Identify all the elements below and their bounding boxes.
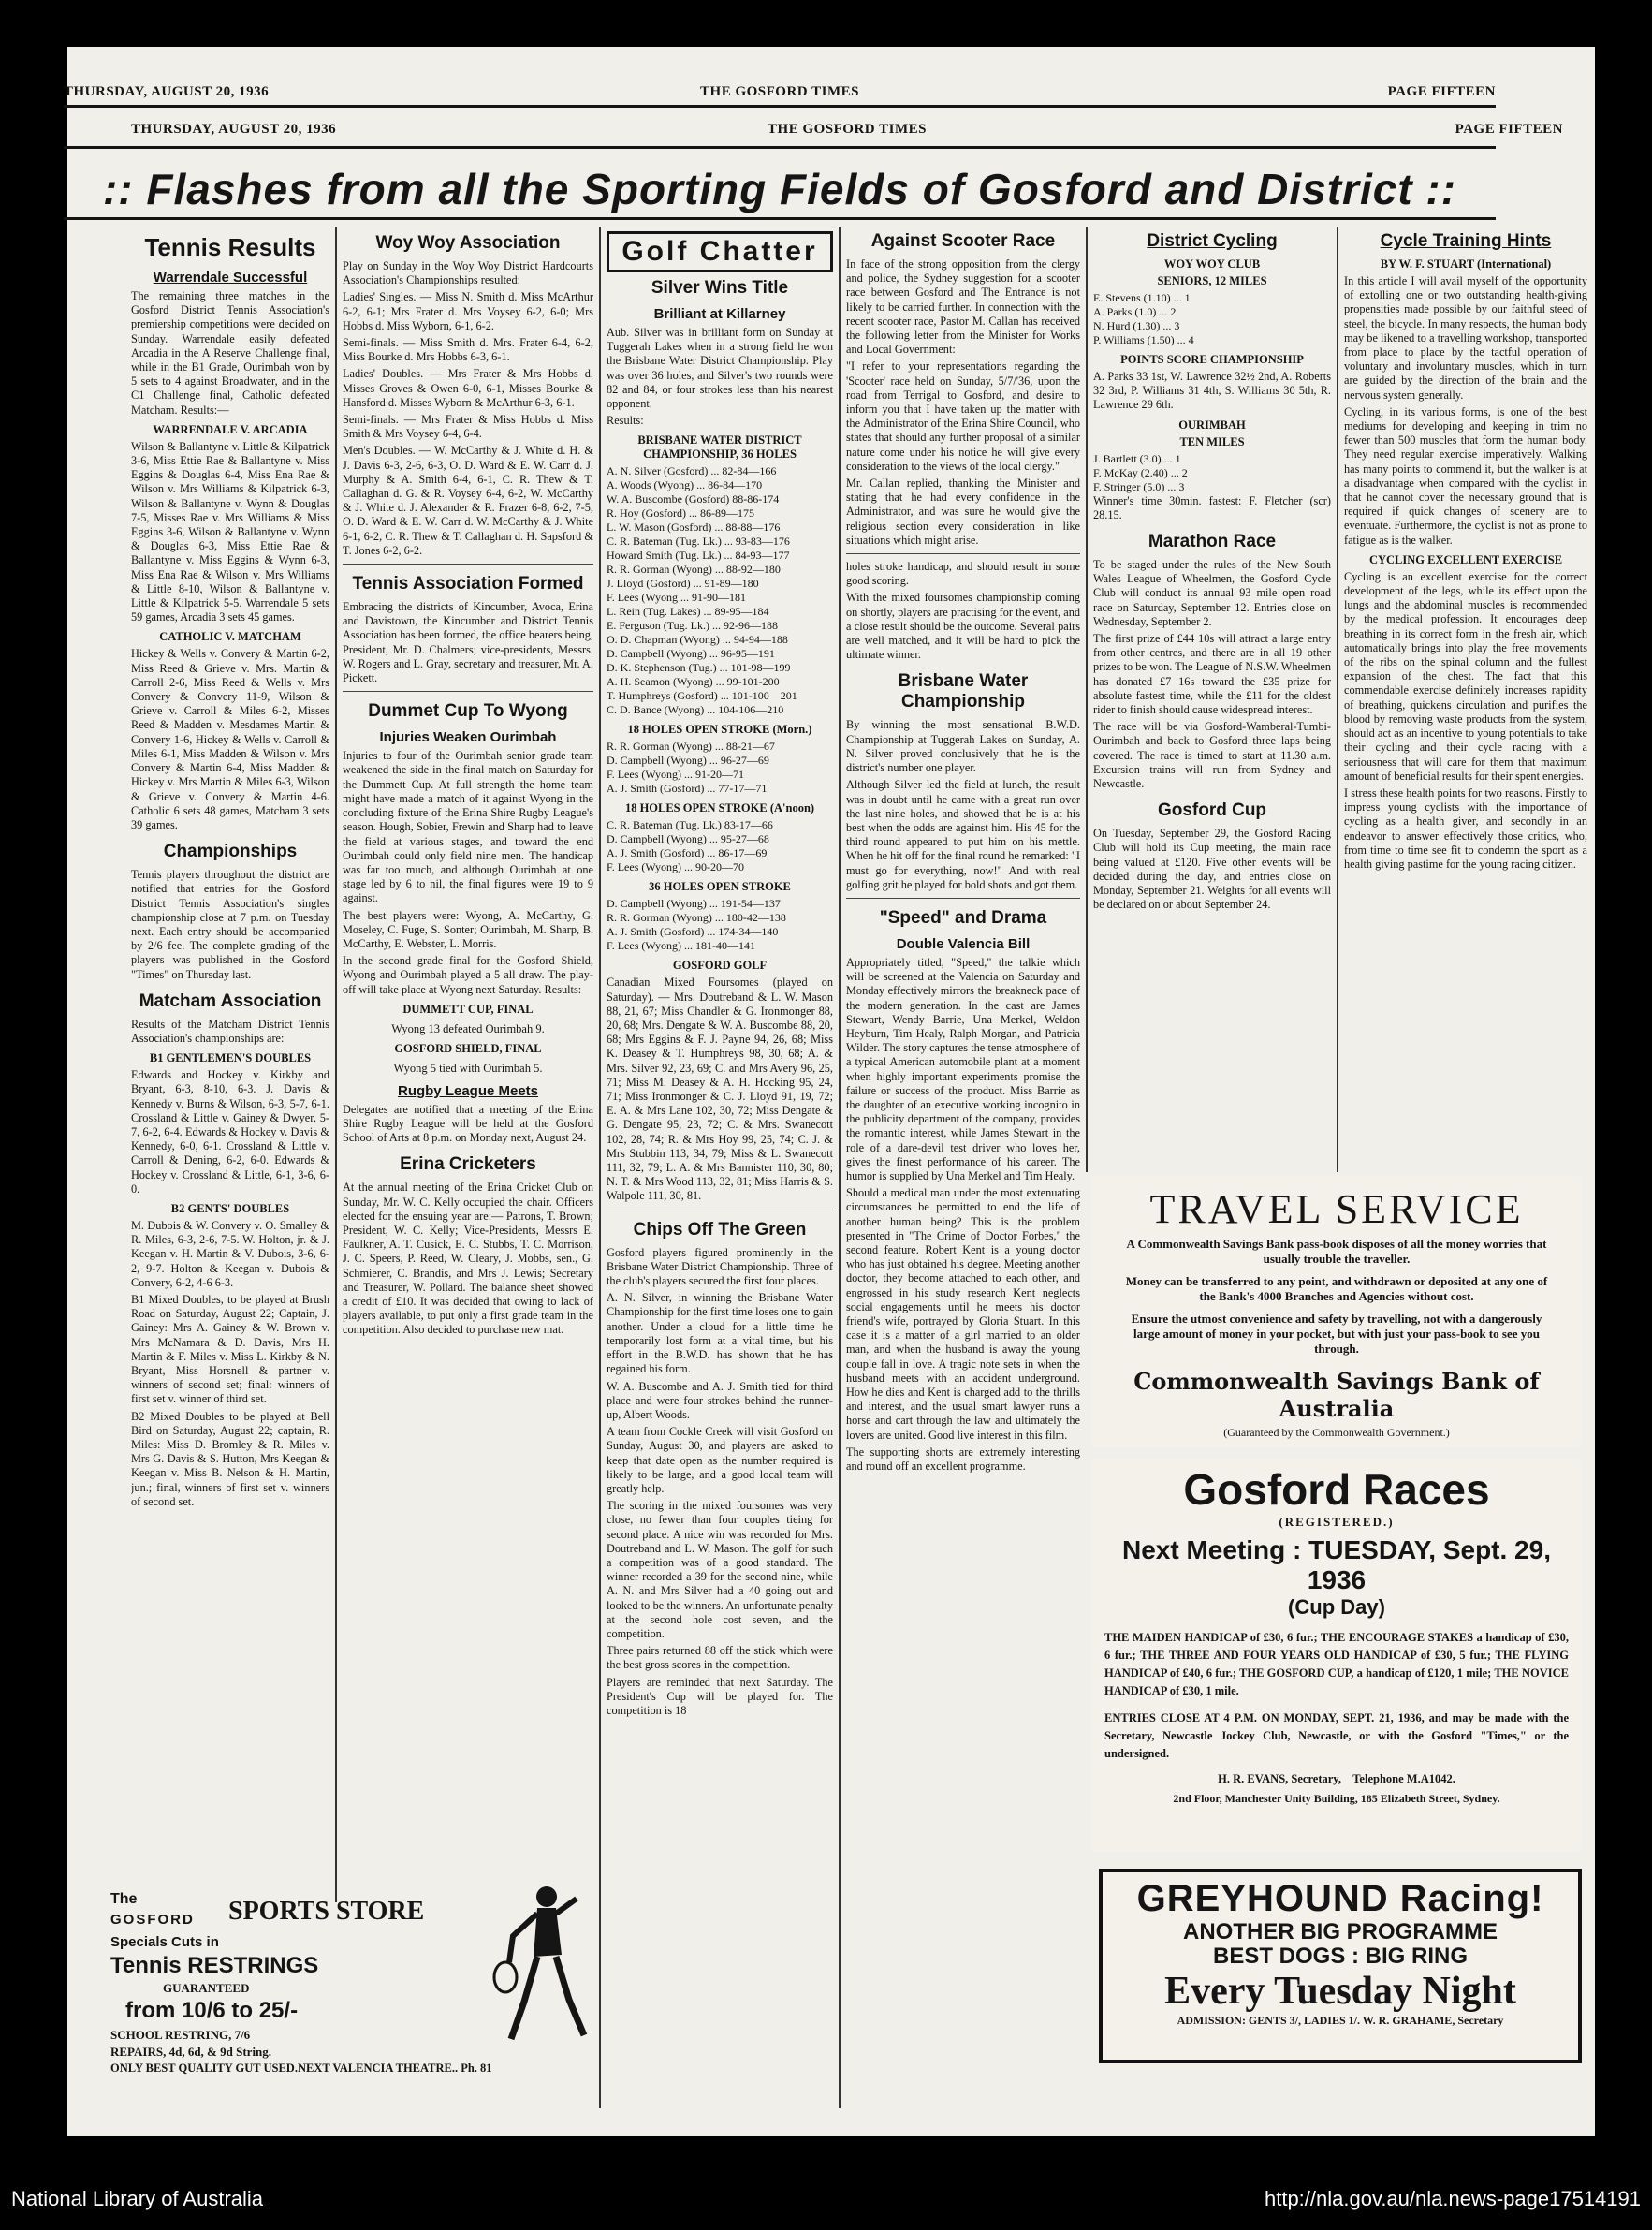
store-line: GUARANTEED: [163, 1981, 250, 1995]
result-line: A. N. Silver (Gosford) ... 82-84—166: [607, 464, 777, 478]
page-number: PAGE FIFTEEN: [1455, 122, 1563, 137]
result-line: O. D. Chapman (Wyong) ... 94-94—188: [607, 633, 788, 647]
match-heading: WARRENDALE V. ARCADIA: [153, 422, 308, 436]
article-text: Ladies' Doubles. — Mrs Frater & Mrs Hobbs d. Misses Groves & Owen 6-0, 6-1, Misses Bourke & Hansford d. Misses Wyborn & McArthur 6-3, 6-1.: [343, 367, 593, 409]
issue-date: THURSDAY, AUGUST 20, 1936: [64, 84, 270, 99]
result-heading: DUMMETT CUP, FINAL: [402, 1002, 534, 1016]
results-heading: 18 HOLES OPEN STROKE (Morn.): [627, 723, 812, 737]
article-text: Embracing the districts of Kincumber, Avoca, Erina and Davistown, the Kincumber and District Tennis Association has been formed, the office bearers being, President, Mr. D. Chalmers; vice-presidents, Messrs. W. Rogers and L. Gray, secretary and treasurer, Mr. A. Pickett.: [343, 600, 593, 685]
result-line: E. Ferguson (Tug. Lk.) ... 92-96—188: [607, 619, 779, 633]
subhead-valencia: Double Valencia Bill: [896, 935, 1031, 952]
bank-guarantee: (Guaranteed by the Commonwealth Government.): [1223, 1426, 1450, 1439]
article-text: Hickey & Wells v. Convery & Martin 6-2, Miss Reed & Grieve v. Mrs. Martin & Carroll 2-6, Miss Reed & Wells v. Mrs Convery & Convery 11-9, Wilson & Grieve v. Carroll & Miles 6-2, Misses Reed & Madden v. Mesdames Martin & Convery 1-6, Hickey & Wells v. Carroll & Miles 6-1, Miss Madden & Wilson v. Mrs Convery & Martin 6-4, Miss Madden & Hickey v. Mrs Martin & Miles 6-3, Wilson & Grieve v. Convery & Martin 4-6. Catholic 6 sets 48 games, Matcham 3 sets 39 games.: [131, 647, 329, 831]
result-line: P. Williams (1.50) ... 4: [1093, 333, 1194, 346]
article-text: Should a medical man under the most extenuating circumstances be permitted to end the life of another human being? This is the problem presented in "The Crime of Doctor Forbes," the second feature. Robert Kent is a young doctor who has just obtained his degree. Meeting another doctor, they become attached to each other, and engrossed in his study research Kent neglects social engagements until he meets his doctor friend's wife, portrayed by Gloria Stuart. In this case it is a matter of a girl married to an older man, and when the husband is away the young couple fall in love. A tragic note sets in when the husband meets with an accident underground. How he dies and Kent is charged add to the thrills and interest, and the usual smart lawyer runs a horse and cart through the law and ultimately the lovers are united. Good live interest in this film.: [846, 1186, 1080, 1442]
article-text: Semi-finals. — Mrs Frater & Miss Hobbs d. Miss Smith & Mrs Voysey 6-4, 6-4.: [343, 413, 593, 441]
article-text: Mr. Callan replied, thanking the Minister and stating that he had every confidence in the Administrator, and was sure he would give the religious section every consideration in like situations which might arise.: [846, 477, 1080, 547]
result-line: R. R. Gorman (Wyong) ... 88-92—180: [607, 563, 781, 577]
result-line: A. H. Seamon (Wyong) ... 99-101-200: [607, 675, 780, 689]
article-text: By winning the most sensational B.W.D. Championship at Tuggerah Lakes on Sunday, A. N. Silver proved conclusively that he is the district's number one player.: [846, 718, 1080, 775]
headline-speed-drama: "Speed" and Drama: [879, 907, 1047, 928]
store-line: ONLY BEST QUALITY GUT USED.NEXT VALENCIA THEATRE.. Ph. 81: [110, 2061, 492, 2075]
store-gosford: GOSFORD: [110, 1912, 195, 1928]
races-secretary: H. R. EVANS, Secretary, Telephone M.A1042.: [1218, 1772, 1455, 1785]
article-text: Delegates are notified that a meeting of the Erina Shire Rugby League will be held at the Gosford School of Arts at 8 p.m. on Monday next, August 24.: [343, 1102, 593, 1145]
column-woy-woy: [343, 229, 593, 1898]
column-rule: [839, 227, 841, 2108]
article-text: A. N. Silver, in winning the Brisbane Water Championship for the first time loses one to gain another. Under a cloud for a little time he temporarily lost form at a vital time, but his effort in the B.W.D. has shown that he has regained his form.: [607, 1291, 833, 1376]
article-text: The remaining three matches in the Gosford District Tennis Association's premiership competitions were decided on Sunday. Warrendale easily defeated Arcadia in the A Reserve Challenge final, while in the B1 Grade, Ourimbah won by 5 sets to 4 against Broadwater, and in the C1 Challenge final, Catholic defeated Matcham. Results:—: [131, 289, 329, 417]
gosford-races-ad: [1091, 1459, 1582, 1852]
headline-brisbane-water: Brisbane Water Championship: [898, 671, 1029, 712]
result-line: N. Hurd (1.30) ... 3: [1093, 319, 1180, 332]
subhead-silver: Silver Wins Title: [651, 278, 789, 298]
banner-rule: [64, 217, 1496, 220]
races-title: Gosford Races: [1183, 1465, 1490, 1514]
article-text: To be staged under the rules of the New South Wales League of Wheelmen, the Gosford Cycle Club will conduct its annual 93 mile open road race on Saturday, September 12. Entries close on Wednesday, September 2.: [1093, 558, 1331, 628]
result-line: D. Campbell (Wyong) ... 95-27—68: [607, 832, 769, 846]
result-line: A. J. Smith (Gosford) ... 77-17—71: [607, 782, 768, 796]
article-text: A. Parks 33 1st, W. Lawrence 32½ 2nd, A. Roberts 32 3rd, P. Williams 31 4th, S. Williams 30 5th, R. Lawrence 29 6th.: [1093, 370, 1331, 412]
column-scooter: [846, 229, 1080, 2193]
result-line: E. Stevens (1.10) ... 1: [1093, 291, 1191, 304]
headline-district-cycling: District Cycling: [1147, 231, 1278, 251]
footer-library: National Library of Australia: [11, 2187, 264, 2210]
result-line: R. R. Gorman (Wyong) ... 88-21—67: [607, 740, 775, 754]
headline-tennis-association: Tennis Association Formed: [352, 574, 584, 594]
article-text: Although Silver led the field at lunch, the result was in doubt until he came with a great run over the last nine holes, and showed that he is at his best when the odds are against him. His 45 for the third round appeared to put him on his mettle. When he hit off for the final round he remarked: "I must go for everything, now!" And with real golfing grit he played for bold shots and got them.: [846, 778, 1080, 891]
results-heading: TEN MILES: [1179, 434, 1245, 448]
article-text: Semi-finals. — Miss Smith d. Mrs. Frater 6-4, 6-2, Miss Bourke d. Mrs Hobbs 6-3, 6-1.: [343, 336, 593, 364]
result-line: F. Stringer (5.0) ... 3: [1093, 479, 1185, 493]
article-text: Gosford players figured prominently in the Brisbane Water District Championship. Three of the club's players secured the first four places.: [607, 1245, 833, 1288]
article-text: In face of the strong opposition from the clergy and police, the Sydney suggestion for a scooter race between Gosford and The Entrance is not likely to be carried further. In connection with the recent scooter race, Pastor M. Callan has received the following letter from the Minister for Works and Local Government:: [846, 257, 1080, 357]
ad-text: Money can be transferred to any point, and withdrawn or deposited at any one of the Bank's 4000 Branches and Agencies without cost.: [1125, 1274, 1548, 1303]
section-heading: CYCLING EXCELLENT EXERCISE: [1368, 552, 1563, 566]
column-rule: [1337, 227, 1338, 1172]
article-text: W. A. Buscombe and A. J. Smith tied for third place and were four strokes behind the runner-up, Albert Woods.: [607, 1379, 833, 1421]
result-line: C. D. Bance (Wyong) ... 104-106—210: [607, 703, 784, 717]
sports-store-ad: [107, 1880, 597, 2076]
divider: [343, 691, 593, 692]
headline-championships: Championships: [163, 842, 298, 862]
headline-dummet-cup: Dummet Cup To Wyong: [368, 701, 568, 722]
result-line: L. W. Mason (Gosford) ... 88-88—176: [607, 521, 781, 535]
result-line: W. A. Buscombe (Gosford) 88-86-174: [607, 492, 780, 506]
headline-erina-cricketers: Erina Cricketers: [400, 1154, 536, 1175]
article-text: The race will be via Gosford-Wamberal-Tumbi-Ourimbah and back to Gosford three laps being covered. The race is timed to start at 11.30 a.m. Excursion trains will run from Sydney and Newcastle.: [1093, 720, 1331, 791]
article-text: Cycling is an excellent exercise for the correct development of the legs, while its effect upon the lungs and the abdominal muscles is recommended by the medical profession. It encourages deep breathing in its correct form in the fresh air, which automatically brings into play the free movements of the ribs on the spinal column and the fullest expansion of the chest. The fact that this commendable exercise definitely increases rapidity of breathing, quickens circulation and purifies the blood by removing waste products from the system, should act as an incentive to young potentials to take their cycling and their cycle racing with a seriousness that will care for them that maximum amount of beneficial results for their spent energies.: [1344, 569, 1587, 783]
column-golf: [607, 229, 833, 2193]
greyhound-admission: ADMISSION: GENTS 3/, LADIES 1/. W. R. GRAHAME, Secretary: [1177, 2014, 1504, 2027]
top-rule: [64, 146, 1496, 149]
result-line: R. R. Gorman (Wyong) ... 180-42—138: [607, 911, 786, 925]
article-text: Appropriately titled, "Speed," the talkie which will be screened at the Valencia on Saturday and Monday effectively mirrors the breakneck pace of the modern generation. In the cast are James Stewart, Wendy Barrie, Una Merkel, Weldon Heyburn, Tim Healy, Ralph Morgan, and Patricia Wilder. The story captures the tense atmosphere of a typical American automobile plant at a moment when highly important experiments promise the failure or success of the product. Miss Barrie as the daughter of an executive working incognito in the publicity department of the company, provides the romantic interest, while James Stewart in the role of a dare-devil test driver who loves her, gives the finest performance of his career. The humor is supplied by Una Merkel and Tim Healy.: [846, 955, 1080, 1182]
newspaper-title: THE GOSFORD TIMES: [768, 122, 927, 137]
result-line: D. Campbell (Wyong) ... 191-54—137: [607, 897, 781, 911]
races-registered: (REGISTERED.): [1279, 1515, 1395, 1529]
results-heading: SENIORS, 12 MILES: [1157, 274, 1267, 287]
article-text: On Tuesday, September 29, the Gosford Racing Club will hold its Cup meeting, the main race being valued at £120. Five other events will be decided during the day, and entries close on Monday, September 21. Weights for all events will be declared on or about September 24.: [1093, 827, 1331, 912]
page-number: PAGE FIFTEEN: [1387, 84, 1496, 99]
result-line: L. Rein (Tug. Lakes) ... 89-95—184: [607, 605, 769, 619]
article-text: With the mixed foursomes championship coming on shortly, players are practising for the event, and a close result should be the outcome. Several pairs are well matched, and it will be hard to pick the ultimate winner.: [846, 591, 1080, 662]
page-banner: :: Flashes from all the Sporting Fields of Gosford and District ::: [102, 165, 1457, 213]
column-cycling: [1093, 229, 1331, 1167]
result-line: D. K. Stephenson (Tug.) ... 101-98—199: [607, 661, 791, 675]
results-heading: GOSFORD GOLF: [672, 959, 768, 973]
store-line: REPAIRS, 4d, 6d, & 9d String.: [110, 2045, 272, 2059]
section-heading: B1 GENTLEMEN'S DOUBLES: [149, 1051, 312, 1065]
divider: [343, 564, 593, 565]
article-text: In the second grade final for the Gosford Shield, Wyong and Ourimbah played a 5 all draw. The play-off will take place at Wyong next Saturday. Results:: [343, 954, 593, 996]
results-heading: POINTS SCORE CHAMPIONSHIP: [1120, 353, 1304, 366]
column-tennis: [131, 229, 329, 1898]
races-cup-day: (Cup Day): [1288, 1595, 1385, 1619]
tennis-player-illustration: [490, 1880, 593, 2048]
result-line: R. Hoy (Gosford) ... 86-89—175: [607, 506, 754, 521]
races-address: 2nd Floor, Manchester Unity Building, 185 Elizabeth Street, Sydney.: [1173, 1792, 1500, 1805]
headline-cycle-training: Cycle Training Hints: [1380, 231, 1552, 251]
article-text: Winner's time 30min. fastest: F. Fletcher (scr) 28.15.: [1093, 493, 1331, 521]
headline-gosford-cup: Gosford Cup: [1157, 800, 1267, 821]
races-events: THE MAIDEN HANDICAP of £30, 6 fur.; THE ENCOURAGE STAKES a handicap of £30, 6 fur.; THE THREE AND FOUR YEARS OLD HANDICAP of £30, 5 fur.; THE FLYING HANDICAP of £40, 6 fur.; THE GOSFORD CUP, a handicap of £120, 1 mile; THE NOVICE HANDICAP of £30, 1 mile.: [1104, 1631, 1569, 1697]
article-text: B1 Mixed Doubles, to be played at Brush Road on Saturday, August 22; Captain, J. Gainey: Mrs A. Gainey & W. Brown v. Mrs McNamara & D. Davis, Mrs H. Martin & F. Miles v. Miss L. Kirkby & N. Bryant, Miss Horsnell & partner v. winners of second set; final: winners of first set v. winner of third set.: [131, 1292, 329, 1406]
article-text: Edwards and Hockey v. Kirkby and Bryant, 6-3, 8-10, 6-3. J. Davis & Kennedy v. Burns & Wilson, 6-3, 5-7, 6-1. Crossland & Little v. Gainey & Dwyer, 5-7, 6-2, 6-4. Edwards & Hockey v. Davis & Kennedy, 6-0, 6-1. Crossland & Little v. Carroll & Dening, 6-2, 6-0. Edwards & Hockey v. Crossland & Little, 6-1, 3-6, 6-0.: [131, 1068, 329, 1196]
store-line: Specials Cuts in: [110, 1934, 219, 1950]
article-text: holes stroke handicap, and should result in some good scoring.: [846, 560, 1080, 588]
column-rule: [335, 227, 337, 1902]
divider: [846, 898, 1080, 899]
result-line: F. Lees (Wyong) ... 91-20—71: [607, 768, 744, 782]
results-heading: BRISBANE WATER DISTRICT CHAMPIONSHIP, 36 HOLES: [637, 433, 802, 462]
newspaper-title: THE GOSFORD TIMES: [700, 84, 859, 99]
result-heading: GOSFORD SHIELD, FINAL: [394, 1041, 542, 1055]
match-heading: CATHOLIC V. MATCHAM: [159, 630, 301, 644]
byline: BY W. F. STUART (International): [1380, 257, 1552, 271]
article-text: M. Dubois & W. Convery v. O. Smalley & R. Miles, 6-3, 2-6, 7-5. W. Holton, jr. & J. Keegan v. H. Martin & V. Dubois, 3-6, 6-2, 9-7. Holton & Keegan v. Dubois & Convery, 6-2, 4-6 6-3.: [131, 1218, 329, 1289]
result-line: C. R. Bateman (Tug. Lk.) ... 93-83—176: [607, 535, 790, 549]
races-next-meeting: Next Meeting : TUESDAY, Sept. 29, 1936: [1122, 1535, 1551, 1594]
article-text: Results:: [607, 414, 644, 428]
result-line: F. McKay (2.40) ... 2: [1093, 465, 1188, 479]
result-line: A. J. Smith (Gosford) ... 86-17—69: [607, 846, 768, 860]
headline-matcham: Matcham Association: [139, 990, 322, 1011]
subhead-killarney: Brilliant at Killarney: [653, 306, 786, 322]
result-line: J. Bartlett (3.0) ... 1: [1093, 451, 1181, 465]
store-name: SPORTS STORE: [228, 1897, 425, 1926]
headline-rugby-league: Rugby League Meets: [397, 1082, 539, 1099]
headline-tennis-results: Tennis Results: [144, 233, 316, 261]
ad-text: Ensure the utmost convenience and safety by travelling, not with a dangerously large amount of money in your pocket, but with just your pass-book to see you through.: [1131, 1312, 1542, 1356]
article-text: Canadian Mixed Foursomes (played on Saturday). — Mrs. Doutreband & L. W. Mason 88, 21, 67; Miss Chandler & G. Ironmonger 88, 20, 68; Mrs. Dengate & W. A. Buscombe 88, 20, 68; Mrs Eggins & F. J. Payne 94, 26, 68; Miss K. Deasey & T. Humphreys 98, 30, 68; A. & Mrs. Silver 92, 23, 69; C. and Mrs Avery 96, 25, 71; Miss M. Deasey & A. H. Hocking 95, 24, 71; Miss Ironmonger & C. J. Lloyd 91, 19, 72; E. A. & Mrs Lane 102, 30, 72; Miss Dengate & G. Dengate 95, 23, 72; C. & Mrs. Swanecott 102, 28, 74; R. & Mrs Hoy 99, 25, 74; C. J. & Mrs Stubbin 113, 34, 79; Miss & L. Swanecott 111, 32, 79; L. A. & Mrs Bannister 110, 30, 80; N. T. & Mrs Wood 113, 32, 81; Miss Harris & S. Walpole 111, 30, 81.: [607, 976, 833, 1203]
article-text: Results of the Matcham District Tennis Association's championships are:: [131, 1017, 329, 1045]
store-price: from 10/6 to 25/-: [125, 1998, 299, 2023]
travel-service-ad: [1091, 1176, 1582, 1447]
section-heading: B2 GENTS' DOUBLES: [170, 1201, 290, 1215]
article-text: Ladies' Singles. — Miss N. Smith d. Miss McArthur 6-2, 6-1; Mrs Frater d. Mrs Voysey 6-2, 6-0; Mrs Hobbs d. Miss Wyborn, 6-1, 6-2.: [343, 290, 593, 332]
result-line: F. Lees (Wyong) ... 181-40—141: [607, 939, 755, 953]
article-text: Tennis players throughout the district are notified that entries for the Gosford District Tennis Association's singles championship close at 7 p.m. on Tuesday next. Each entry should be accompanied by 2/6 fee. The complete grading of the players was published in the Gosford "Times" on Thursday last.: [131, 868, 329, 981]
result-line: J. Lloyd (Gosford) ... 91-89—180: [607, 577, 759, 591]
results-heading: 18 HOLES OPEN STROKE (A'noon): [624, 801, 815, 815]
store-line: Tennis RESTRINGS: [110, 1953, 319, 1978]
headline-marathon: Marathon Race: [1148, 532, 1277, 552]
article-text: At the annual meeting of the Erina Cricket Club on Sunday, Mr. W. C. Kelly occupied the chair. Officers elected for the ensuing year are:— Patrons, T. Brown; President, W. C. Kelly; Vice-Presidents, Messrs E. Faulkner, A. T. Cusick, E. C. Stubbs, T. C. Morrison, J. C. Speers, P. Reed, W. Cleary, J. Mobbs, sen., G. Schmierer, C. Brandis, and Mrs J. Lewis; Secretary and Treasurer, W. Pollard. The balance sheet showed a credit of £10. It was decided that owing to lack of players available, to put only a first grade team in the competition. Also decided to purchase new mat.: [343, 1181, 593, 1337]
footer-url: http://nla.gov.au/nla.news-page17514191: [1264, 2187, 1641, 2210]
result-line: A. Parks (1.0) ... 2: [1093, 305, 1177, 318]
result-line: T. Humphreys (Gosford) ... 101-100—201: [607, 689, 797, 703]
article-text: B2 Mixed Doubles to be played at Bell Bird on Saturday, August 22; captain, R. Miles: Miss D. Bromley & R. Miles v. Mrs G. Davis & S. Hutton, Mrs Keegan & Keegan v. Miss B. Nelson & H. Martin, jun.; final, winners of first set v. winners of second set.: [131, 1409, 329, 1508]
article-text: Injuries to four of the Ourimbah senior grade team weakened the side in the final match on Saturday for the Dummett Cup. At full strength the home team might have made a match of it against Wyong in the concluding fixture of the Erina Shire Rugby League's season. Hough, Sobier, Frewin and Sharp had to leave the field at various stages, and toward the end Ourimbah could only field nine men. The handicap was far too much, and although Ourimbah at one stage led by 6 to nil, the final figures were 19 to 9 against.: [343, 749, 593, 905]
result-line: D. Campbell (Wyong) ... 96-27—69: [607, 754, 769, 768]
greyhound-line: ANOTHER BIG PROGRAMME: [1183, 1919, 1498, 1944]
subhead-injuries: Injuries Weaken Ourimbah: [379, 729, 557, 746]
result-line: F. Lees (Wyong) ... 90-20—70: [607, 860, 744, 874]
results-heading: OURIMBAH: [1178, 418, 1246, 432]
races-entries: ENTRIES CLOSE AT 4 P.M. ON MONDAY, SEPT. 21, 1936, and may be made with the Secretary, Newcastle Jockey Club, Newcastle, or with the Gosford "Times," or the undersigned.: [1104, 1711, 1569, 1760]
article-text: Wilson & Ballantyne v. Little & Kilpatrick 3-6, Miss Ettie Rae & Ballantyne v. Miss Eggins & Douglas 6-4, Miss Ena Rae & Wilson v. Mrs Williams & Kilpatrick 6-3, Wilson & Ballantyne v. Wynn & Douglas 7-5, Misses Rae v. Mrs Williams & Miss Eggins 3-6, Wilson & Ballantyne v. Wynn & Douglas 6-3, Miss Ettie Rae & Ballantyne v. Miss Eggins & Wynn 6-3, Miss Ena Rae & Wilson v. Mrs Williams & Little 8-10, Wilson & Ballantyne v. Little & Kilpatrick 5-5. Warrendale 5 sets 59 games, Arcadia 3 sets 45 games.: [131, 439, 329, 624]
result-line: A. Woods (Wyong) ... 86-84—170: [607, 478, 763, 492]
column-rule: [1086, 227, 1088, 1172]
article-text: Players are reminded that next Saturday. The President's Cup will be played for. The competition is 18: [607, 1675, 833, 1717]
article-text: The best players were: Wyong, A. McCarthy, G. Moseley, C. Fuge, S. Sonter; Ourimbah, M. Sharp, B. McCarthy, E. Webster, L. Morris.: [343, 908, 593, 950]
greyhound-ad: [1099, 1869, 1582, 2063]
result-line: Howard Smith (Tug. Lk.) ... 84-93—177: [607, 549, 790, 563]
result-line: C. R. Bateman (Tug. Lk.) 83-17—66: [607, 818, 773, 832]
article-text: Play on Sunday in the Woy Woy District Hardcourts Association's Championships resulted:: [343, 259, 593, 287]
masthead-line: [64, 84, 1496, 105]
result-line: F. Lees (Wyong ... 91-90—181: [607, 591, 746, 605]
store-the: The: [110, 1891, 138, 1907]
bank-name: Commonwealth Savings Bank of Australia: [1133, 1368, 1540, 1422]
headline-scooter: Against Scooter Race: [870, 231, 1056, 251]
masthead-rule: [64, 105, 1496, 108]
greyhound-line: BEST DOGS : BIG RING: [1212, 1944, 1468, 1969]
article-text: Aub. Silver was in brilliant form on Sunday at Tuggerah Lakes when in a strong field he won the Brisbane Water District Championship. Play was over 36 holes, and Silver's two rounds were 82 and 84, or four strokes less than his nearest opponent.: [607, 326, 833, 411]
results-heading: 36 HOLES OPEN STROKE: [649, 880, 791, 894]
article-text: Cycling, in its various forms, is one of the best mediums for developing and keeping in trim no fewer than 500 muscles that form the human body. They need regular exercise imperatively. Walking has many points to commend it, but the walker is at a disadvantage when compared with the cyclist in that he cannot cover the necessary ground that is required if quick changes of scenery are to eventuate. Furthermore, the cyclist is not as prone to fatigue as is the walker.: [1344, 404, 1587, 547]
headline-golf-chatter: Golf Chatter: [607, 231, 833, 272]
article-text: A team from Cockle Creek will visit Gosford on Sunday, August 30, and players are asked to keep that date open as the number required is likely to be large, and a good local team will greatly help.: [607, 1425, 833, 1495]
masthead: [131, 122, 1563, 142]
results-heading: WOY WOY CLUB: [1163, 257, 1261, 271]
article-text: Three pairs returned 88 off the stick which were the best gross scores in the competition.: [607, 1644, 833, 1672]
headline-woy-woy: Woy Woy Association: [375, 233, 561, 253]
article-text: In this article I will avail myself of the opportunity of extolling one or two outstanding health-giving propensities made possible by our faithful steed of steel, the bicycle. In many respects, the human body may be likened to a travelling workshop, transported from place to place by the tactful operation of voluntary and involuntary muscles, which in turn are guided by the direction of the brain and the nervous system generally.: [1344, 274, 1587, 402]
greyhound-title: GREYHOUND Racing!: [1136, 1878, 1544, 1919]
store-line: SCHOOL RESTRING, 7/6: [110, 2028, 251, 2042]
issue-date: THURSDAY, AUGUST 20, 1936: [131, 122, 337, 137]
article-text: The first prize of £44 10s will attract a large entry from other centres, and there are in all 19 other prizes to be won. The League of N.S.W. Wheelmen has donated £7 16s toward the £35 prize for absolute fastest time, while the £11 for the oldest rider to finish should cause widespread interest.: [1093, 632, 1331, 717]
result-line: Wyong 13 defeated Ourimbah 9.: [391, 1021, 545, 1035]
headline-chips: Chips Off The Green: [633, 1219, 807, 1240]
result-line: A. J. Smith (Gosford) ... 174-34—140: [607, 925, 779, 939]
column-cycle-hints: [1344, 229, 1587, 1167]
greyhound-every-tuesday: Every Tuesday Night: [1164, 1970, 1516, 2013]
article-text: The scoring in the mixed foursomes was very close, no fewer than four couples tieing for second place. A nice win was recorded for Mrs. Doutreband and L. W. Mason. The golf for such a competition was of a good standard. The winner recorded a 39 for the second nine, while A. N. and Mrs Silver had a 40 going out and looked to be the winners. An unfortunate penalty at the second hole cost seven, and the competition.: [607, 1499, 833, 1640]
result-line: D. Campbell (Wyong) ... 96-95—191: [607, 647, 775, 661]
article-text: "I refer to your representations regarding the 'Scooter' race held on Sunday, 5/7/'36, upon the road from Terrigal to Gosford, and desire to inform you that I have taken up the matter with the Administrator of the Erina Shire Council, who states that should any further proposal of a similar nature come under his notice he will give every consideration to the views of the local clergy.": [846, 359, 1080, 473]
article-text: Men's Doubles. — W. McCarthy & J. White d. H. & J. Davis 6-3, 2-6, 6-3, O. D. Ward & E. W. Carr d. J. Murphy & A. Smith 6-4, 6-1, C. R. Thew & T. Callaghan d. G. & R. Voysey 6-4, 6-2, W. McCarthy & J. White d. J. Alexander & R. Frazer 6-8, 6-2, 7-5, O. D. Ward & E. W. Carr d. W. McCarthy & J. White 6-1, 6-2, C. R. Thew & T. Callaghan d. H. Sapsford & T. Jones 6-2, 6-2.: [343, 444, 593, 557]
travel-title: TRAVEL SERVICE: [1149, 1186, 1524, 1232]
subhead-warrendale: Warrendale Successful: [153, 270, 308, 286]
article-text: I stress these health points for two reasons. Firstly to impress young cyclists with the importance of cycling as a health giver, and secondly in an endeavor to answer effectively those critics, who, from time to time see fit to condemn the sport as a health giving pastime for the young racing citizen.: [1344, 785, 1587, 871]
result-line: Wyong 5 tied with Ourimbah 5.: [393, 1061, 543, 1075]
article-text: The supporting shorts are extremely interesting and round off an excellent programme.: [846, 1445, 1080, 1474]
column-rule: [599, 227, 601, 2108]
ad-text: A Commonwealth Savings Bank pass-book disposes of all the money worries that usually trouble the traveller.: [1126, 1237, 1547, 1266]
divider: [846, 553, 1080, 554]
